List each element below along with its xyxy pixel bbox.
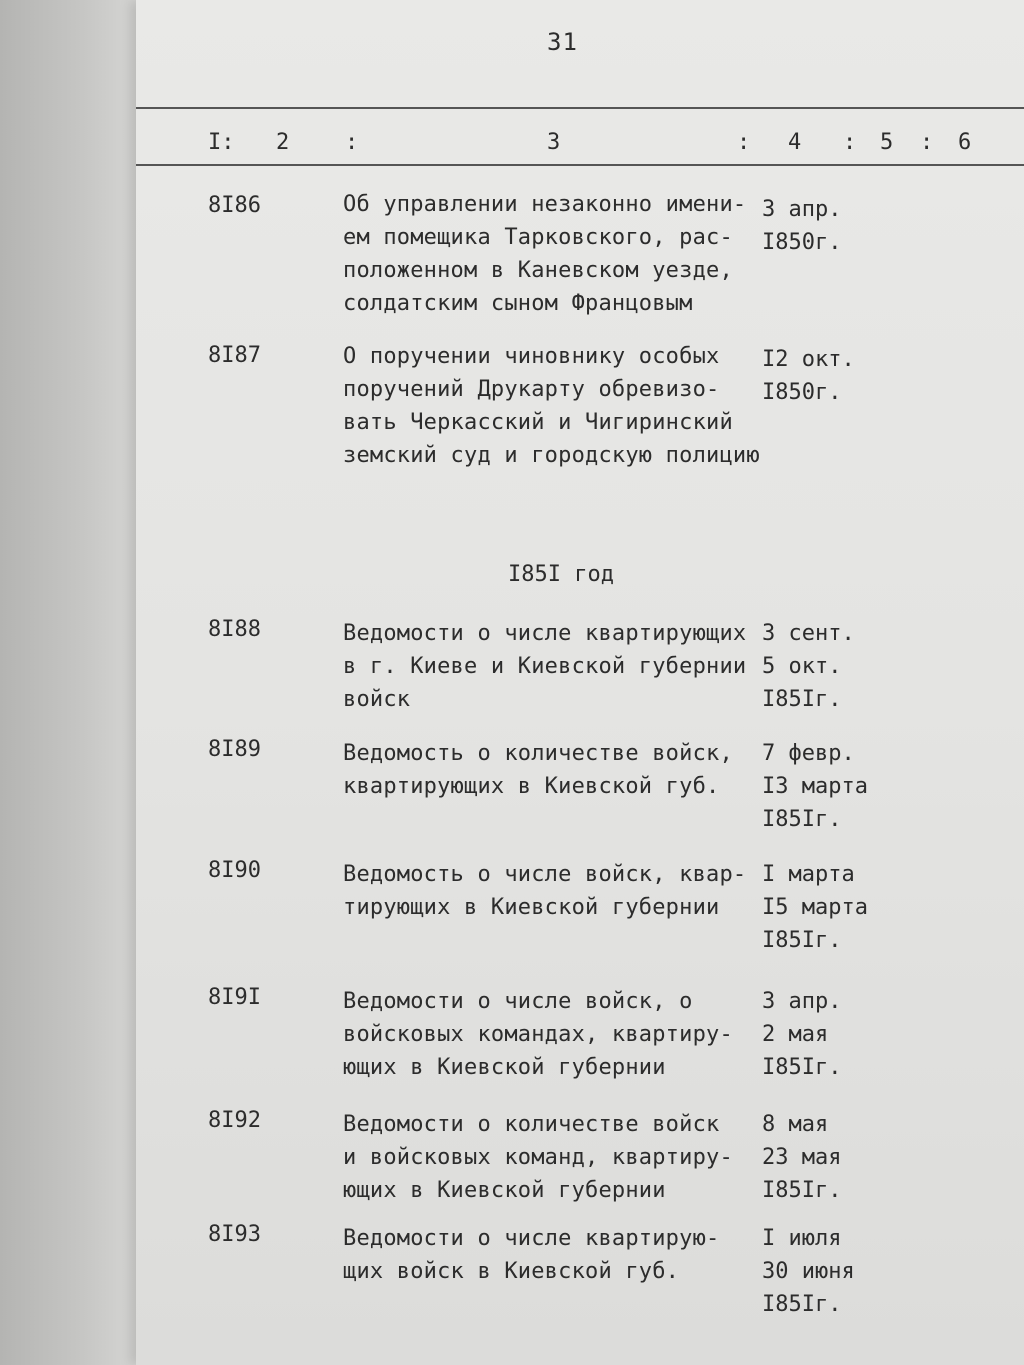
entry-title: Об управлении незаконно имени- ем помещика Тарковского, рас- положенном в Каневском уезде, солдатским сыном Францовым: [343, 192, 747, 316]
header-sep-4: :: [920, 130, 934, 155]
header-col-6: 6: [958, 130, 972, 155]
entry-title: Ведомости о числе войск, о войсковых командах, квартиру- ющих в Киевской губернии: [343, 989, 733, 1080]
entry-number: 8I92: [208, 1108, 261, 1133]
entry-number: 8I88: [208, 617, 261, 642]
entry-number: 8I90: [208, 858, 261, 883]
header-sep-1: :: [345, 130, 359, 155]
previous-page-edge: [0, 0, 150, 1365]
year-heading: I85I год: [508, 562, 614, 587]
entry-dates: 3 сент. 5 окт. I85Iг.: [762, 621, 855, 712]
page-number: 31: [547, 28, 578, 56]
header-rule-top: [136, 107, 1024, 109]
header-col-3: 3: [547, 130, 561, 155]
entry-dates: I марта I5 марта I85Iг.: [762, 862, 868, 953]
entry-dates: 3 апр. 2 мая I85Iг.: [762, 989, 842, 1080]
entry-title: Ведомость о числе войск, квар- тирующих в Киевской губернии: [343, 862, 747, 920]
entry-number: 8I93: [208, 1222, 261, 1247]
entry-title: Ведомость о количестве войск, квартирующих в Киевской губ.: [343, 741, 733, 799]
entry-number: 8I86: [208, 193, 261, 218]
header-col-4: 4: [788, 130, 802, 155]
header-sep-3: :: [843, 130, 857, 155]
entry-title: О поручении чиновнику особых поручений Друкарту обревизо- вать Черкасский и Чигиринский земский суд и городскую полицию: [343, 344, 760, 468]
entry-dates: I2 окт. I850г.: [762, 347, 855, 405]
entry-title: Ведомости о числе квартирую- щих войск в Киевской губ.: [343, 1226, 720, 1284]
header-col-1: I:: [208, 130, 235, 155]
entry-title: Ведомости о количестве войск и войсковых команд, квартиру- ющих в Киевской губернии: [343, 1112, 733, 1203]
header-col-5: 5: [880, 130, 894, 155]
entry-dates: 3 апр. I850г.: [762, 197, 842, 255]
entry-number: 8I9I: [208, 985, 261, 1010]
entry-title: Ведомости о числе квартирующих в г. Киеве и Киевской губернии войск: [343, 621, 747, 712]
header-rule-bottom: [136, 164, 1024, 166]
entry-number: 8I87: [208, 343, 261, 368]
entry-number: 8I89: [208, 737, 261, 762]
header-col-2: 2: [276, 130, 290, 155]
entry-dates: 7 февр. I3 марта I85Iг.: [762, 741, 868, 832]
entry-dates: I июля 30 июня I85Iг.: [762, 1226, 855, 1317]
header-sep-2: :: [737, 130, 751, 155]
entry-dates: 8 мая 23 мая I85Iг.: [762, 1112, 842, 1203]
